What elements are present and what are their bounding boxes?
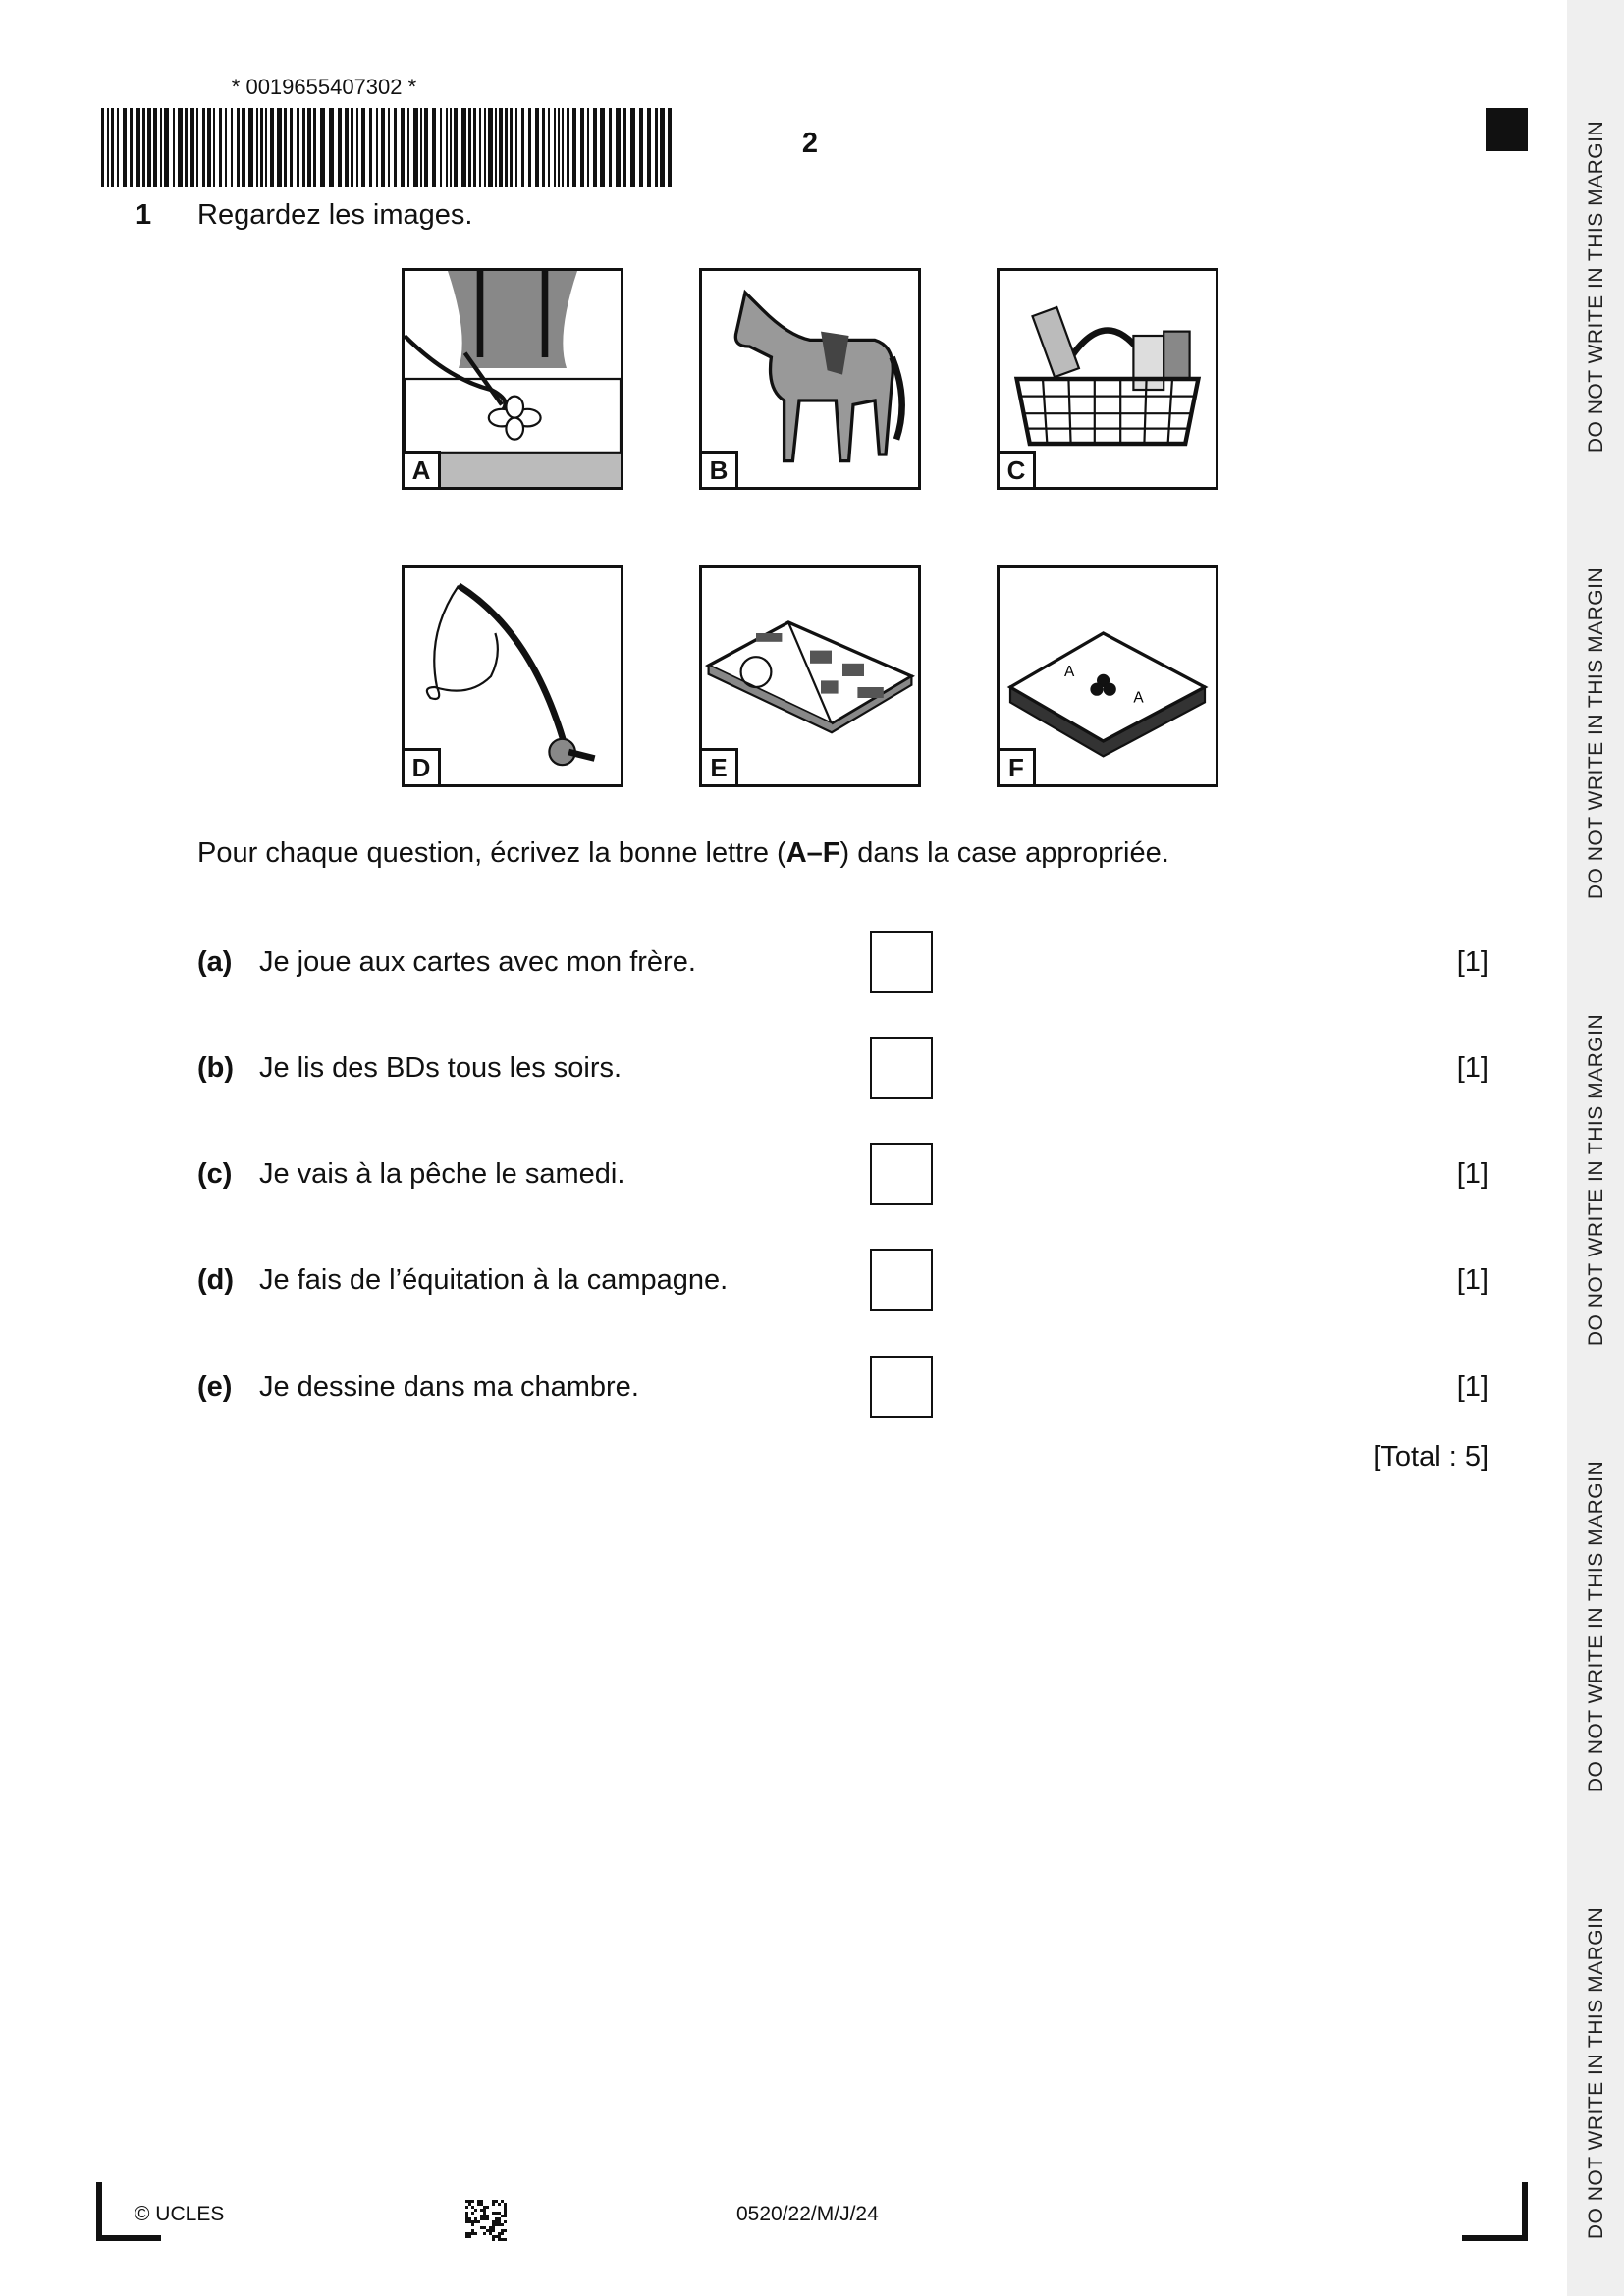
- item-marks: [1]: [1456, 946, 1489, 978]
- registration-mark: [1486, 108, 1528, 151]
- barcode-bar: [587, 108, 589, 187]
- barcode-bar: [535, 108, 539, 187]
- item-marks: [1]: [1456, 1264, 1489, 1296]
- barcode-bar: [277, 108, 282, 187]
- barcode-bar: [468, 108, 471, 187]
- margin-warning: DO NOT WRITE IN THIS MARGIN: [1585, 1013, 1607, 1347]
- barcode-bar: [381, 108, 385, 187]
- barcode-bar: [302, 108, 305, 187]
- answer-box[interactable]: [870, 1249, 933, 1311]
- barcode-bar: [521, 108, 524, 187]
- item-text: Je joue aux cartes avec mon frère.: [259, 946, 696, 978]
- answer-box[interactable]: [870, 1037, 933, 1099]
- copyright: © UCLES: [135, 2203, 225, 2225]
- barcode-bar: [190, 108, 194, 187]
- question-item-a: [197, 931, 1489, 993]
- barcode-bar: [479, 108, 481, 187]
- corner-mark-right: [1462, 2235, 1528, 2241]
- corner-mark-left: [96, 2235, 161, 2241]
- barcode-bar: [647, 108, 651, 187]
- barcode-bar: [173, 108, 175, 187]
- corner-mark-left: [96, 2182, 102, 2241]
- item-label: (a): [197, 946, 233, 978]
- barcode-bar: [639, 108, 643, 187]
- barcode-bar: [432, 108, 436, 187]
- answer-box[interactable]: [870, 1143, 933, 1205]
- barcode-bar: [202, 108, 205, 187]
- barcode-bar: [164, 108, 169, 187]
- barcode-bar: [609, 108, 612, 187]
- item-marks: [1]: [1456, 1052, 1489, 1084]
- picture-a: [402, 268, 623, 490]
- barcode-bar: [528, 108, 531, 187]
- barcode-bar: [351, 108, 353, 187]
- barcode-bar: [356, 108, 358, 187]
- barcode-bar: [394, 108, 397, 187]
- question-title: Regardez les images.: [197, 199, 473, 231]
- barcode-bar: [225, 108, 227, 187]
- barcode-bar: [107, 108, 109, 187]
- barcode-bar: [542, 108, 545, 187]
- margin-warning: DO NOT WRITE IN THIS MARGIN: [1585, 1906, 1607, 2240]
- barcode-bar: [461, 108, 466, 187]
- picture-f: [997, 565, 1218, 787]
- barcode-bar: [123, 108, 127, 187]
- page-number: 2: [801, 128, 819, 159]
- barcode-bar: [265, 108, 267, 187]
- answer-box[interactable]: [870, 1356, 933, 1418]
- datamatrix-cell: [504, 2238, 507, 2241]
- total-marks: [Total : 5]: [1373, 1441, 1489, 1472]
- instruction-text: ) dans la case appropriée.: [839, 837, 1169, 869]
- barcode-number: * 0019655407302 *: [231, 75, 417, 99]
- item-text: Je fais de l’équitation à la campagne.: [259, 1264, 729, 1296]
- picture-letter: D: [405, 748, 441, 784]
- barcode-bar: [320, 108, 325, 187]
- answer-box[interactable]: [870, 931, 933, 993]
- barcode-bar: [484, 108, 486, 187]
- barcode-bar: [424, 108, 428, 187]
- instruction-text: Pour chaque question, écrivez la bonne lettre (: [197, 837, 786, 869]
- question-item-c: [197, 1143, 1489, 1205]
- barcode-bar: [248, 108, 253, 187]
- barcode-bar: [142, 108, 145, 187]
- barcode-bar: [580, 108, 584, 187]
- picture-b: [699, 268, 921, 490]
- corner-mark-right: [1522, 2182, 1528, 2241]
- barcode-bar: [153, 108, 157, 187]
- barcode-bar: [117, 108, 119, 187]
- barcode-bar: [369, 108, 372, 187]
- picture-letter: C: [1000, 451, 1036, 487]
- barcode-bar: [593, 108, 597, 187]
- picture-d: [402, 565, 623, 787]
- barcode-bar: [307, 108, 311, 187]
- barcode-bar: [420, 108, 422, 187]
- barcode-bar: [130, 108, 133, 187]
- item-text: Je lis des BDs tous les soirs.: [259, 1052, 623, 1084]
- question-item-d: [197, 1249, 1489, 1311]
- barcode-bar: [231, 108, 233, 187]
- barcode-bar: [446, 108, 448, 187]
- barcode-bar: [572, 108, 576, 187]
- barcode-bar: [600, 108, 605, 187]
- item-label: (d): [197, 1264, 235, 1296]
- barcode-bar: [178, 108, 183, 187]
- barcode-bar: [548, 108, 550, 187]
- barcode-bar: [440, 108, 442, 187]
- barcode-bar: [338, 108, 342, 187]
- barcode-bar: [237, 108, 240, 187]
- barcode-bar: [450, 108, 452, 187]
- barcode-bar: [256, 108, 258, 187]
- barcode-bar: [488, 108, 493, 187]
- barcode-bar: [160, 108, 162, 187]
- barcode-bar: [623, 108, 626, 187]
- barcode-bar: [499, 108, 503, 187]
- question-number: 1: [135, 199, 152, 231]
- datamatrix-code: [465, 2200, 507, 2241]
- barcode-bar: [510, 108, 513, 187]
- barcode-bar: [495, 108, 497, 187]
- instruction-range: A–F: [785, 837, 840, 869]
- barcode-bar: [401, 108, 405, 187]
- barcode-bar: [329, 108, 334, 187]
- item-label: (b): [197, 1052, 235, 1084]
- barcode-bar: [454, 108, 458, 187]
- svg-text:A: A: [1133, 689, 1144, 707]
- instruction: [197, 837, 1169, 870]
- barcode-bar: [136, 108, 140, 187]
- barcode-bar: [213, 108, 215, 187]
- barcode-bar: [655, 108, 658, 187]
- barcode-bar: [567, 108, 569, 187]
- item-text: Je vais à la pêche le samedi.: [259, 1158, 625, 1190]
- item-marks: [1]: [1456, 1158, 1489, 1190]
- barcode-bar: [361, 108, 365, 187]
- barcode-bar: [242, 108, 245, 187]
- barcode-bar: [388, 108, 390, 187]
- barcode-bar: [297, 108, 299, 187]
- barcode-bar: [473, 108, 476, 187]
- margin-warning: DO NOT WRITE IN THIS MARGIN: [1585, 566, 1607, 900]
- barcode-bar: [313, 108, 316, 187]
- barcode-bar: [515, 108, 517, 187]
- barcode-bar: [630, 108, 635, 187]
- barcode-bar: [562, 108, 564, 187]
- item-marks: [1]: [1456, 1371, 1489, 1403]
- barcode-bar: [260, 108, 263, 187]
- paper-code: 0520/22/M/J/24: [736, 2203, 879, 2225]
- barcode-bar: [345, 108, 349, 187]
- barcode-bar: [147, 108, 151, 187]
- barcode-bar: [660, 108, 665, 187]
- barcode-bar: [558, 108, 560, 187]
- item-text: Je dessine dans ma chambre.: [259, 1371, 639, 1403]
- picture-letter: F: [1000, 748, 1036, 784]
- question-item-b: [197, 1037, 1489, 1099]
- barcode-bar: [413, 108, 418, 187]
- barcode-bar: [290, 108, 293, 187]
- margin-warning: DO NOT WRITE IN THIS MARGIN: [1585, 1460, 1607, 1793]
- barcode-bar: [284, 108, 287, 187]
- barcode-bar: [505, 108, 508, 187]
- margin-warning: DO NOT WRITE IN THIS MARGIN: [1585, 120, 1607, 454]
- question-item-e: [197, 1356, 1489, 1418]
- barcode-bar: [668, 108, 672, 187]
- barcode-bar: [407, 108, 409, 187]
- barcode-bar: [111, 108, 114, 187]
- barcode-bar: [207, 108, 211, 187]
- barcode-bar: [554, 108, 556, 187]
- picture-letter: B: [702, 451, 738, 487]
- picture-e: [699, 565, 921, 787]
- barcode-bar: [270, 108, 274, 187]
- barcode-bar: [616, 108, 621, 187]
- item-label: (c): [197, 1158, 233, 1190]
- picture-letter: E: [702, 748, 738, 784]
- picture-letter: A: [405, 451, 441, 487]
- item-label: (e): [197, 1371, 233, 1403]
- svg-text:A: A: [1064, 664, 1075, 680]
- barcode-bar: [101, 108, 104, 187]
- barcode-bar: [219, 108, 222, 187]
- barcode-bar: [196, 108, 198, 187]
- barcode-bar: [185, 108, 188, 187]
- barcode-bar: [376, 108, 378, 187]
- barcode: [101, 108, 676, 187]
- picture-c: [997, 268, 1218, 490]
